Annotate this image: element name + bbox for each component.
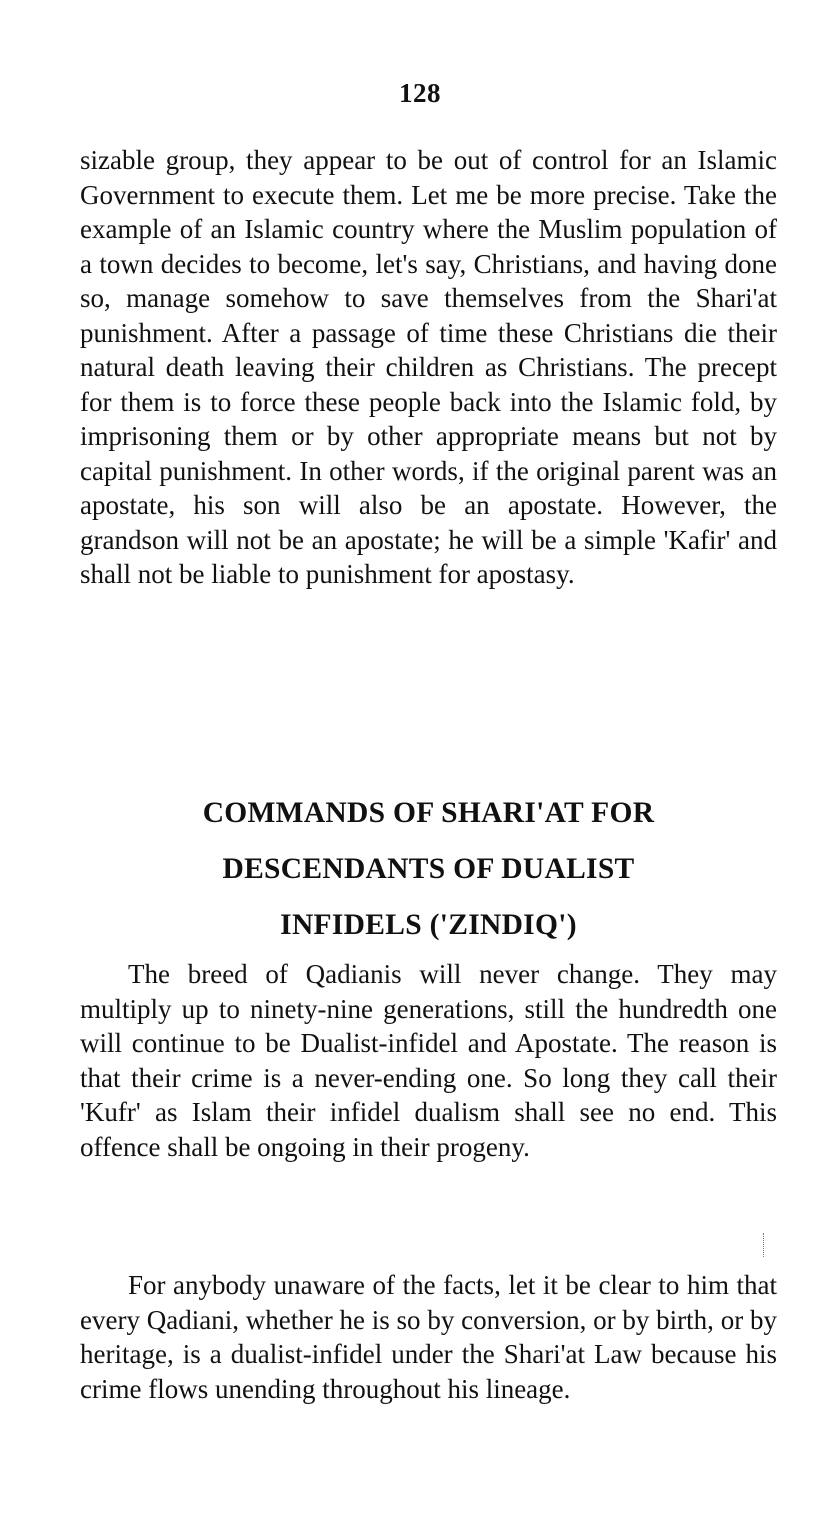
paragraph-breed-of-qadianis: The breed of Qadianis will never change. They may multiply up to ninety-nine generations, still the hundredth one will continue to be Dualist-infidel and Apostate. The reason is that their crime is a never-ending one. So long they call their 'Kufr' as Islam their infidel dualism shall see no end. This offence shall be ongoing in their progeny. [80,959,777,1162]
heading-line-3: INFIDELS ('ZINDIQ') [280,909,577,941]
heading-line-2: DESCENDANTS OF DUALIST [222,853,635,885]
page-number: 128 [399,78,441,108]
paragraph-apostasy-descendants: sizable group, they appear to be out of control for an Islamic Government to execute them. Let me be more precise. Take the example of an Islamic country where the Muslim population of a town decides to become, let's say, Christians, and having done so, manage somehow to save themselves from the Shari'at punishment. After a passage of time these Christians die their natural death leaving their children as Christians. The precept for them is to force these people back into the Islamic fold, by imprisoning them or by other appropriate means but not by capital punishment. In other words, if the original parent was an apostate, his son will also be an apostate. However, the grandson will not be an apostate; he will be a simple 'Kafir' and shall not be liable to punishment for apostasy. [80,145,777,589]
scan-mark [763,1233,765,1257]
section-heading [80,785,777,953]
paragraph-unaware-of-facts: For anybody unaware of the facts, let it be clear to him that every Qadiani, whether he is so by conversion, or by birth, or by heritage, is a dualist-infidel under the Shari'at Law because his crime flows unending throughout his lineage. [80,1270,777,1404]
heading-line-1: COMMANDS OF SHARI'AT FOR [202,797,655,829]
